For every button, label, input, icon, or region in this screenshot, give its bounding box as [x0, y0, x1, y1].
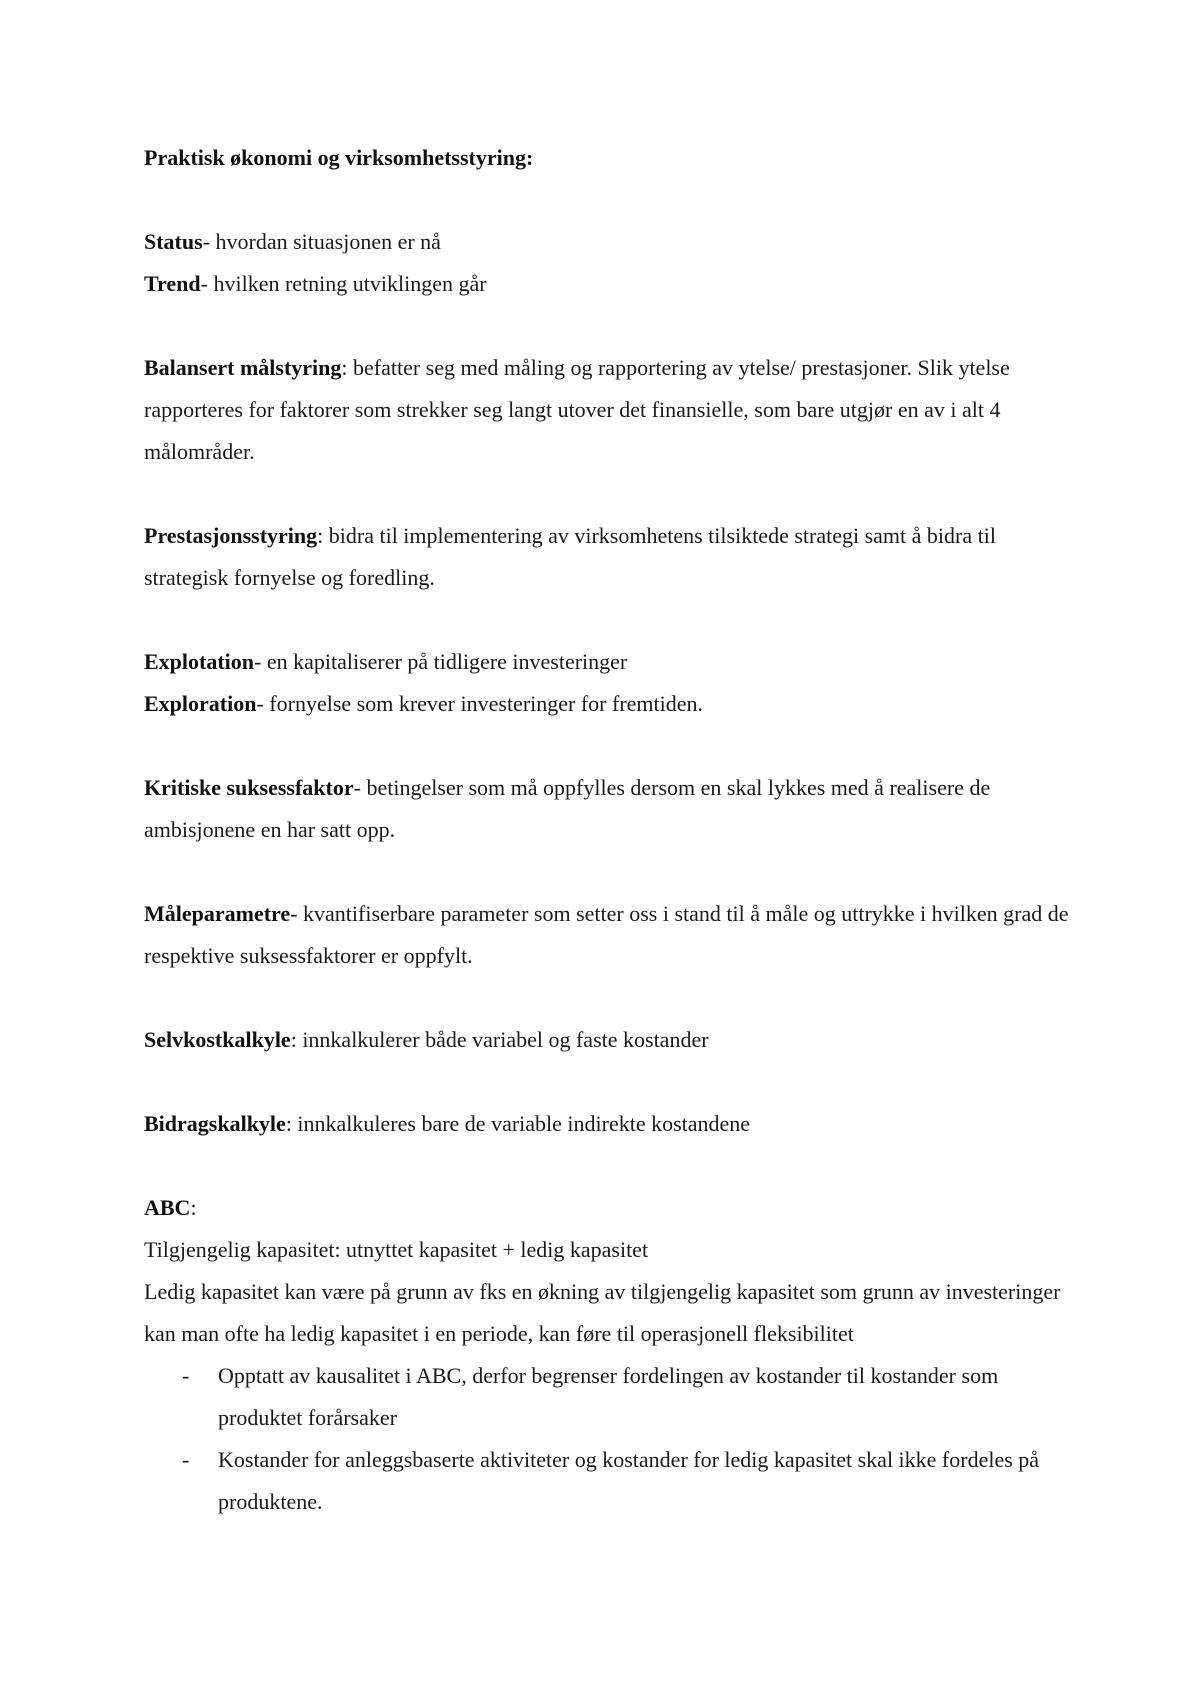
explotation-paragraph — [144, 641, 1074, 683]
balansert-definition: : befatter seg med måling og rapportering av ytelse/ prestasjoner. Slik ytelse rapporteres for faktorer som strekker seg langt utover det finansielle, som bare utgjør en av i alt 4 målområder. — [144, 355, 1010, 464]
selvkost-paragraph — [144, 1019, 1074, 1061]
trend-paragraph — [144, 263, 1074, 305]
spacer — [144, 599, 1074, 641]
kritiske-term: Kritiske suksessfaktor — [144, 775, 354, 800]
prestasjon-term: Prestasjonsstyring — [144, 523, 318, 548]
abc-term: ABC — [144, 1195, 191, 1220]
abc-bullet-list — [144, 1355, 1074, 1523]
exploration-term: Exploration — [144, 691, 257, 716]
prestasjon-definition: : bidra til implementering av virksomhetens tilsiktede strategi samt å bidra til strategisk fornyelse og foredling. — [144, 523, 996, 590]
selvkost-definition: : innkalkulerer både variabel og faste kostander — [290, 1027, 709, 1052]
balansert-term: Balansert målstyring — [144, 355, 342, 380]
balansert-paragraph — [144, 347, 1074, 473]
page-title: Praktisk økonomi og virksomhetsstyring: — [144, 145, 534, 170]
abc-heading: ABC: — [144, 1195, 197, 1220]
exploration-definition: - fornyelse som krever investeringer for fremtiden. — [256, 691, 704, 716]
exploration-paragraph — [144, 683, 1074, 725]
spacer — [144, 305, 1074, 347]
spacer — [144, 473, 1074, 515]
spacer — [144, 851, 1074, 893]
list-item — [144, 1439, 1074, 1523]
dash-bullet: - — [182, 1363, 190, 1388]
spacer — [144, 179, 1074, 221]
explotation-term: Explotation — [144, 649, 255, 674]
status-paragraph — [144, 221, 1074, 263]
prestasjon-paragraph — [144, 515, 1074, 599]
maale-definition: - kvantifiserbare parameter som setter oss i stand til å måle og uttrykke i hvilken grad de respektive suksessfaktorer er oppfylt. — [144, 901, 1069, 968]
list-item-text: Opptatt av kausalitet i ABC, derfor begrenser fordelingen av kostander til kostander som produktet forårsaker — [218, 1363, 999, 1430]
bidrag-term: Bidragskalkyle — [144, 1111, 286, 1136]
dash-bullet: - — [182, 1447, 190, 1472]
bidrag-paragraph — [144, 1103, 1074, 1145]
abc-line-1: Tilgjengelig kapasitet: utnyttet kapasitet + ledig kapasitet — [144, 1237, 649, 1262]
spacer — [144, 1145, 1074, 1187]
kritiske-paragraph — [144, 767, 1074, 851]
status-definition: - hvordan situasjonen er nå — [202, 229, 441, 254]
list-item — [144, 1355, 1074, 1439]
trend-term: Trend — [144, 271, 201, 296]
selvkost-term: Selvkostkalkyle — [144, 1027, 291, 1052]
status-term: Status — [144, 229, 203, 254]
spacer — [144, 1061, 1074, 1103]
document-body — [144, 137, 1074, 1523]
spacer — [144, 977, 1074, 1019]
explotation-definition: - en kapitaliserer på tidligere investeringer — [254, 649, 628, 674]
spacer — [144, 725, 1074, 767]
abc-line-2: Ledig kapasitet kan være på grunn av fks en økning av tilgjengelig kapasitet som grunn av investeringer kan man ofte ha ledig kapasitet i en periode, kan føre til operasjonell fleksibilitet — [144, 1279, 1061, 1346]
maale-paragraph — [144, 893, 1074, 977]
kritiske-definition: - betingelser som må oppfylles dersom en skal lykkes med å realisere de ambisjonene en har satt opp. — [144, 775, 991, 842]
trend-definition: - hvilken retning utviklingen går — [200, 271, 487, 296]
list-item-text: Kostander for anleggsbaserte aktiviteter og kostander for ledig kapasitet skal ikke fordeles på produktene. — [218, 1447, 1040, 1514]
maale-term: Måleparametre — [144, 901, 291, 926]
bidrag-definition: : innkalkuleres bare de variable indirekte kostandene — [285, 1111, 751, 1136]
